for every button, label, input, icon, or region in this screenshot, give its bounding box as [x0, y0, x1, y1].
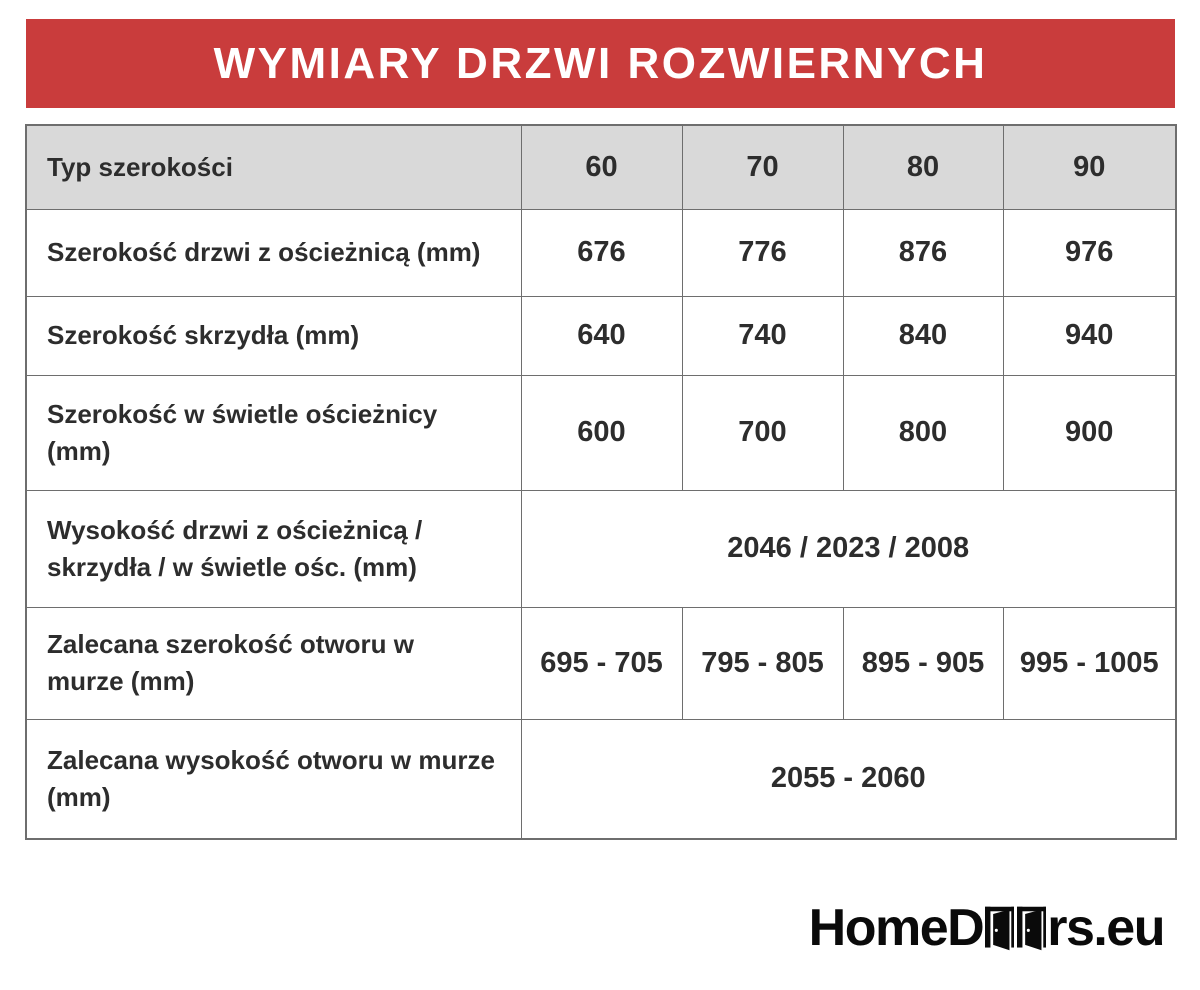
table-row: [26, 490, 1176, 607]
page-title: WYMIARY DRZWI ROZWIERNYCH: [213, 38, 988, 88]
row-label-cell: [26, 490, 521, 607]
row-label-cell: [26, 607, 521, 719]
row-label: Zalecana wysokość otworu w murze (mm): [47, 744, 495, 812]
header-cell: 80: [843, 125, 1003, 209]
row-label-cell: [26, 375, 521, 490]
table-cell: 700: [682, 375, 843, 490]
table-row: [26, 607, 1176, 719]
table-cell: 840: [843, 296, 1003, 375]
row-label: Zalecana szerokość otworu w murze (mm): [47, 629, 415, 696]
header-label-cell: [26, 125, 521, 209]
logo-door-icons: [983, 902, 1047, 951]
table-cell: 695 - 705: [521, 607, 682, 719]
row-label-cell: [26, 209, 521, 296]
table-row: [26, 719, 1176, 839]
row-label: Szerokość w świetle ościeżnicy (mm): [47, 398, 438, 466]
table-cell: 876: [843, 209, 1003, 296]
open-door-icon: [1017, 906, 1046, 951]
logo-text-left: HomeD: [808, 899, 984, 957]
table-cell: 795 - 805: [682, 607, 843, 719]
table-cell: 600: [521, 375, 682, 490]
table-cell: 740: [682, 296, 843, 375]
open-door-icon: [985, 906, 1014, 951]
table-cell: 976: [1003, 209, 1176, 296]
row-label: Szerokość skrzydła (mm): [47, 320, 360, 350]
row-label-cell: [26, 296, 521, 375]
table-row: [26, 209, 1176, 296]
row-label: Szerokość drzwi z ościeżnicą (mm): [47, 237, 481, 267]
logo-text-right: rs.eu: [1047, 899, 1164, 957]
brand-logo: [808, 899, 1164, 957]
merged-value-cell: 2055 - 2060: [521, 719, 1176, 839]
header-cell: 60: [521, 125, 682, 209]
table-cell: 900: [1003, 375, 1176, 490]
header-cell: 70: [682, 125, 843, 209]
table-cell: 800: [843, 375, 1003, 490]
row-label-cell: [26, 719, 521, 839]
dimensions-table: [25, 124, 1177, 840]
row-label: Wysokość drzwi z ościeżnicą / skrzydła / w świetle ośc. (mm): [47, 514, 423, 582]
table-cell: 776: [682, 209, 843, 296]
table-cell: 676: [521, 209, 682, 296]
table-cell: 995 - 1005: [1003, 607, 1176, 719]
table-row: [26, 296, 1176, 375]
table-header-row: [26, 125, 1176, 209]
table-cell: 895 - 905: [843, 607, 1003, 719]
title-banner: [26, 19, 1175, 108]
header-cell: 90: [1003, 125, 1176, 209]
row-label: Typ szerokości: [47, 151, 233, 182]
table-cell: 940: [1003, 296, 1176, 375]
table-row: [26, 375, 1176, 490]
merged-value-cell: 2046 / 2023 / 2008: [521, 490, 1176, 607]
table-cell: 640: [521, 296, 682, 375]
